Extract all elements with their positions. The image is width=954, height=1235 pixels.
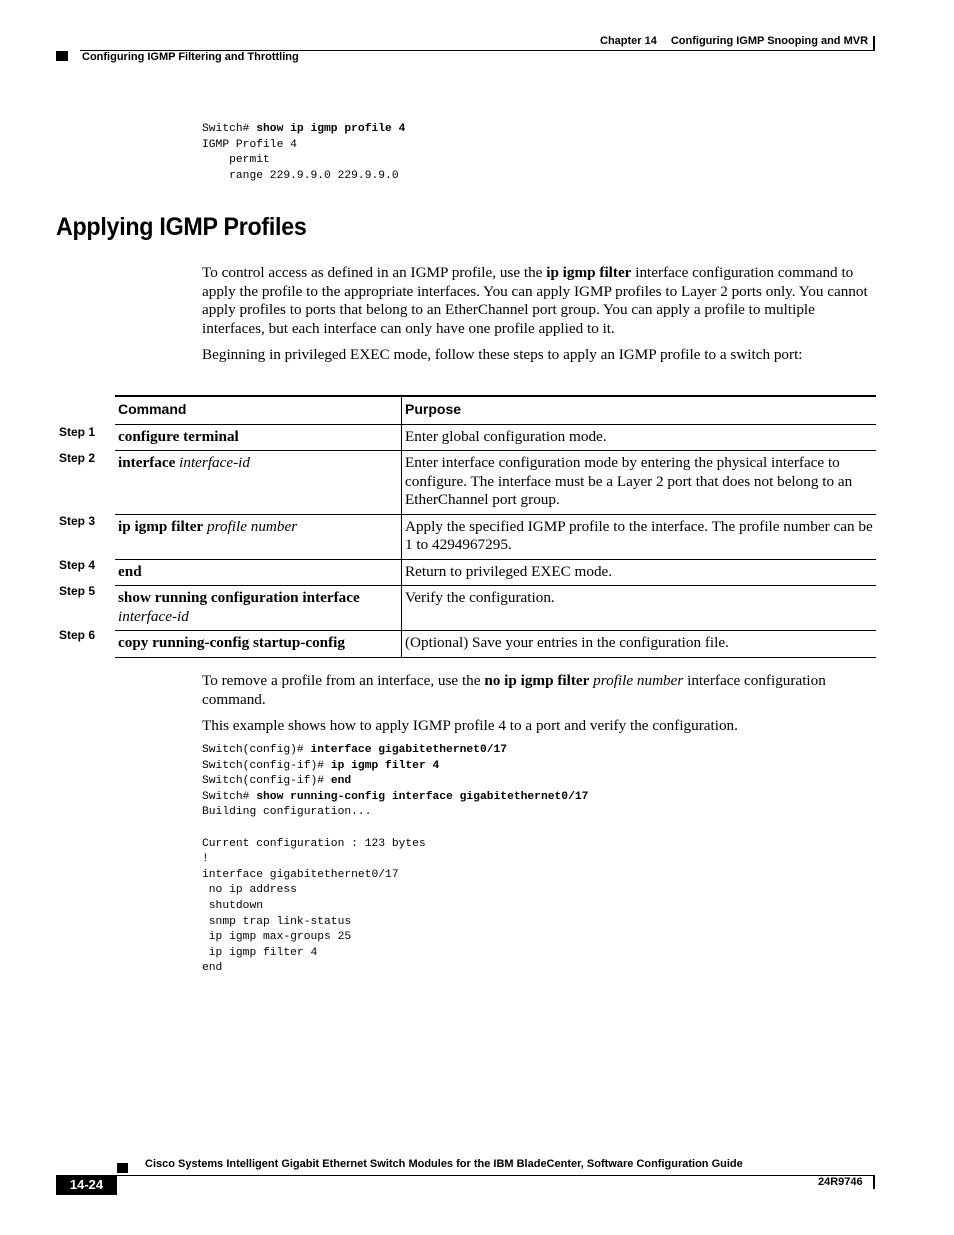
purpose-cell: Enter interface configuration mode by entering the physical interface to configure. The interface must be a Layer 2 port that does not belong to an EtherChannel port group. [402,451,877,515]
intro-paragraph: To control access as defined in an IGMP profile, use the ip igmp filter interface configuration command to apply the profile to the appropriate interfaces. You can apply IGMP profiles to Layer 2 ports only. You cannot apply profiles to ports that belong to an EtherChannel port group. You can apply a profile to multiple interfaces, but each interface can only have one profile applied to it. [202,264,868,337]
table-row [115,451,876,515]
purpose-cell: Enter global configuration mode. [402,424,877,451]
command-cell: interface interface-id [115,451,402,515]
table-row [115,586,876,631]
code-line: Switch# show running-config interface gigabitethernet0/17 [202,790,589,803]
purpose-cell: Return to privileged EXEC mode. [402,559,877,586]
code-line: Switch(config-if)# ip igmp filter 4 [202,759,440,772]
inline-command: no ip igmp filter [484,672,590,689]
code-line: ip igmp max-groups 25 [202,931,352,944]
step-label: Step 3 [59,514,96,528]
step-label: Step 6 [59,628,96,642]
chapter-title: Configuring IGMP Snooping and MVR [670,35,869,47]
running-header-chapter [600,35,868,47]
inline-command: ip igmp filter [546,264,632,281]
code-line: Building configuration... [202,806,372,819]
code-line: snmp trap link-status [202,915,352,928]
column-header-command: Command [115,396,402,424]
document-number: 24R9746 [818,1176,863,1188]
code-line: Switch# show ip igmp profile 4 [202,123,406,135]
command-cell: show running configuration interface interface-id [115,586,402,631]
code-line: Switch(config)# interface gigabitethernet0/17 [202,744,508,756]
step-label: Step 5 [59,584,96,598]
table-row [115,631,876,658]
command-cell: copy running-config startup-config [115,631,402,658]
column-header-purpose: Purpose [402,396,877,424]
page-number: 14-24 [56,1175,117,1195]
code-line: ! [202,853,209,866]
table-row [115,424,876,451]
table-row [115,514,876,559]
command-cell: configure terminal [115,424,402,451]
code-block-example [202,743,588,977]
purpose-cell: (Optional) Save your entries in the configuration file. [402,631,877,658]
step-label: Step 4 [59,558,96,572]
code-block-profile [202,122,405,184]
footer-rule [117,1175,875,1176]
footer-book-title: Cisco Systems Intelligent Gigabit Ethernet Switch Modules for the IBM BladeCenter, Software Configuration Guide [145,1158,743,1170]
header-right-bar [873,36,875,51]
purpose-cell: Apply the specified IGMP profile to the interface. The profile number can be 1 to 4294967295. [402,514,877,559]
code-line: shutdown [202,899,264,912]
step-label: Step 1 [59,425,96,439]
code-line: permit [202,154,270,167]
table-header-row [115,396,876,424]
inline-argument: profile number [593,672,684,689]
example-paragraph: This example shows how to apply IGMP profile 4 to a port and verify the configuration. [202,717,738,734]
step-label: Step 2 [59,451,96,465]
code-line: range 229.9.9.0 229.9.9.0 [202,169,399,182]
code-line: IGMP Profile 4 [202,138,297,151]
code-line: interface gigabitethernet0/17 [202,868,399,881]
steps-intro-paragraph: Beginning in privileged EXEC mode, follow these steps to apply an IGMP profile to a switch port: [202,346,803,363]
steps-table [115,395,876,658]
code-line: end [202,962,223,975]
footer-right-bar [873,1175,875,1189]
chapter-number: Chapter 14 [600,35,657,47]
code-line: no ip address [202,884,297,897]
purpose-cell: Verify the configuration. [402,586,877,631]
footer-marker-square [117,1163,128,1173]
code-line: ip igmp filter 4 [202,946,318,959]
table-row [115,559,876,586]
running-header-section: Configuring IGMP Filtering and Throttling [82,51,299,63]
code-line: Current configuration : 123 bytes [202,837,426,850]
remove-profile-paragraph: To remove a profile from an interface, use the no ip igmp filter profile number interface configuration command. [202,672,826,708]
command-cell: end [115,559,402,586]
code-line: Switch(config-if)# end [202,775,352,788]
header-marker-square [56,51,68,61]
command-cell: ip igmp filter profile number [115,514,402,559]
section-heading: Applying IGMP Profiles [56,213,307,241]
